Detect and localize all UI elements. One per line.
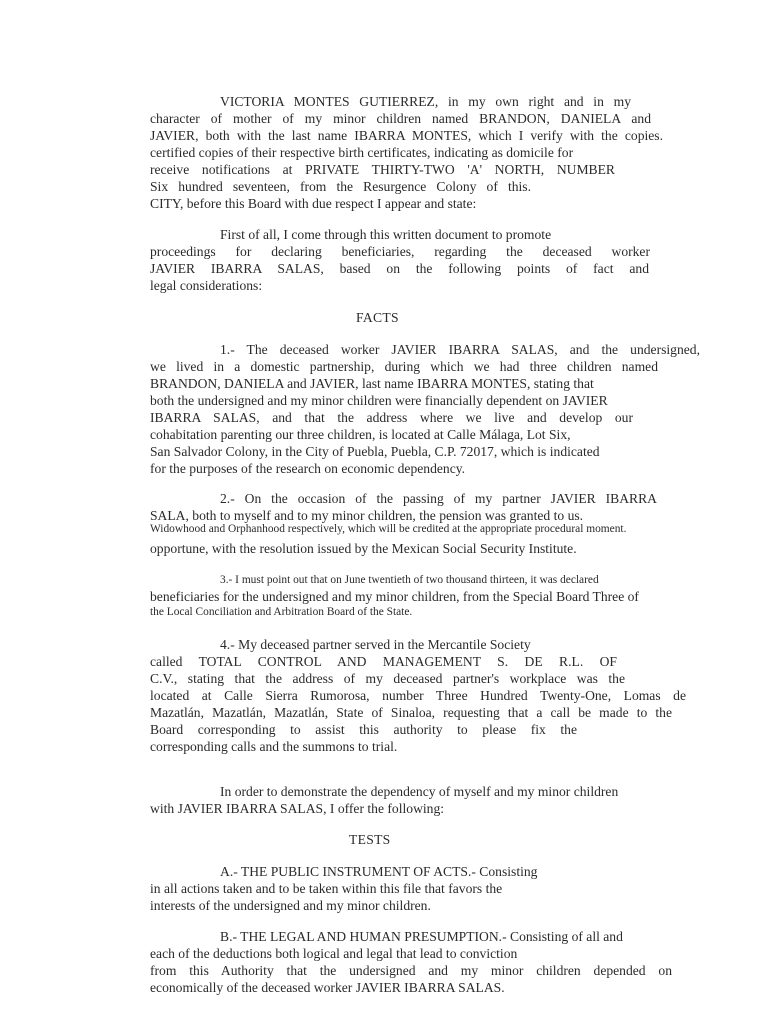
fact4-line-7: corresponding calls and the summons to trial. [150,739,398,754]
fact3-line-3: the Local Conciliation and Arbitration Board of the State. [150,606,413,618]
fact2-line-1: 2.- On the occasion of the passing of my partner JAVIER IBARRA [220,491,657,506]
intro-line-3: JAVIER, both with the last name IBARRA MONTES, which I verify with the copies. [150,128,663,143]
first-line-2: proceedings for declaring beneficiaries, regarding the deceased worker [150,244,650,259]
fact1-line-7: San Salvador Colony, in the City of Puebla, Puebla, C.P. 72017, which is indicated [150,444,600,459]
fact2-line-3: Widowhood and Orphanhood respectively, which will be credited at the appropriate procedural moment. [150,523,627,535]
fact3-line-1: 3.- I must point out that on June twentieth of two thousand thirteen, it was declared [220,574,599,586]
fact4-line-6: Board corresponding to assist this authority to please fix the [150,722,577,737]
fact1-line-6: cohabitation parenting our three children, is located at Calle Málaga, Lot Six, [150,427,571,442]
testB-line-3: from this Authority that the undersigned and my minor children depended on [150,963,672,978]
fact1-line-3: BRANDON, DANIELA and JAVIER, last name IBARRA MONTES, stating that [150,376,594,391]
fact1-line-8: for the purposes of the research on economic dependency. [150,461,466,476]
testB-line-1: B.- THE LEGAL AND HUMAN PRESUMPTION.- Consisting of all and [220,929,623,944]
intro-line-2: character of mother of my minor children named BRANDON, DANIELA and [150,111,651,126]
intro-line-5: receive notifications at PRIVATE THIRTY-TWO 'A' NORTH, NUMBER [150,162,615,177]
demonstrate-line-2: with JAVIER IBARRA SALAS, I offer the following: [150,801,445,816]
intro-line-6: Six hundred seventeen, from the Resurgence Colony of this. [150,179,531,194]
testA-line-3: interests of the undersigned and my minor children. [150,898,431,913]
intro-line-7: CITY, before this Board with due respect I appear and state: [150,196,477,211]
testB-line-2: each of the deductions both logical and legal that lead to conviction [150,946,518,961]
fact4-line-3: C.V., stating that the address of my deceased partner's workplace was the [150,671,625,686]
fact1-line-5: IBARRA SALAS, and that the address where we live and develop our [150,410,633,425]
fact1-line-2: we lived in a domestic partnership, during which we had three children named [150,359,658,374]
first-line-3: JAVIER IBARRA SALAS, based on the following points of fact and [150,261,649,276]
fact4-line-4: located at Calle Sierra Rumorosa, number Three Hundred Twenty-One, Lomas de [150,688,686,703]
fact1-line-1: 1.- The deceased worker JAVIER IBARRA SALAS, and the undersigned, [220,342,700,357]
fact4-line-5: Mazatlán, Mazatlán, Mazatlán, State of Sinaloa, requesting that a call be made to the [150,705,672,720]
facts-heading: FACTS [356,310,399,325]
testA-line-2: in all actions taken and to be taken within this file that favors the [150,881,503,896]
tests-heading: TESTS [349,832,391,847]
fact2-line-4: opportune, with the resolution issued by the Mexican Social Security Institute. [150,541,577,556]
fact4-line-1: 4.- My deceased partner served in the Mercantile Society [220,637,531,652]
fact4-line-2: called TOTAL CONTROL AND MANAGEMENT S. DE R.L. OF [150,654,617,669]
fact1-line-4: both the undersigned and my minor children were financially dependent on JAVIER [150,393,608,408]
testA-line-1: A.- THE PUBLIC INSTRUMENT OF ACTS.- Consisting [220,864,538,879]
first-line-4: legal considerations: [150,278,263,293]
fact2-line-2: SALA, both to myself and to my minor children, the pension was granted to us. [150,508,584,523]
demonstrate-line-1: In order to demonstrate the dependency of myself and my minor children [220,784,619,799]
intro-line-1: VICTORIA MONTES GUTIERREZ, in my own right and in my [220,94,631,109]
testB-line-4: economically of the deceased worker JAVIER IBARRA SALAS. [150,980,505,995]
intro-line-4: certified copies of their respective birth certificates, indicating as domicile for [150,145,574,160]
fact3-line-2: beneficiaries for the undersigned and my minor children, from the Special Board Three of [150,589,639,604]
first-line-1: First of all, I come through this written document to promote [220,227,552,242]
